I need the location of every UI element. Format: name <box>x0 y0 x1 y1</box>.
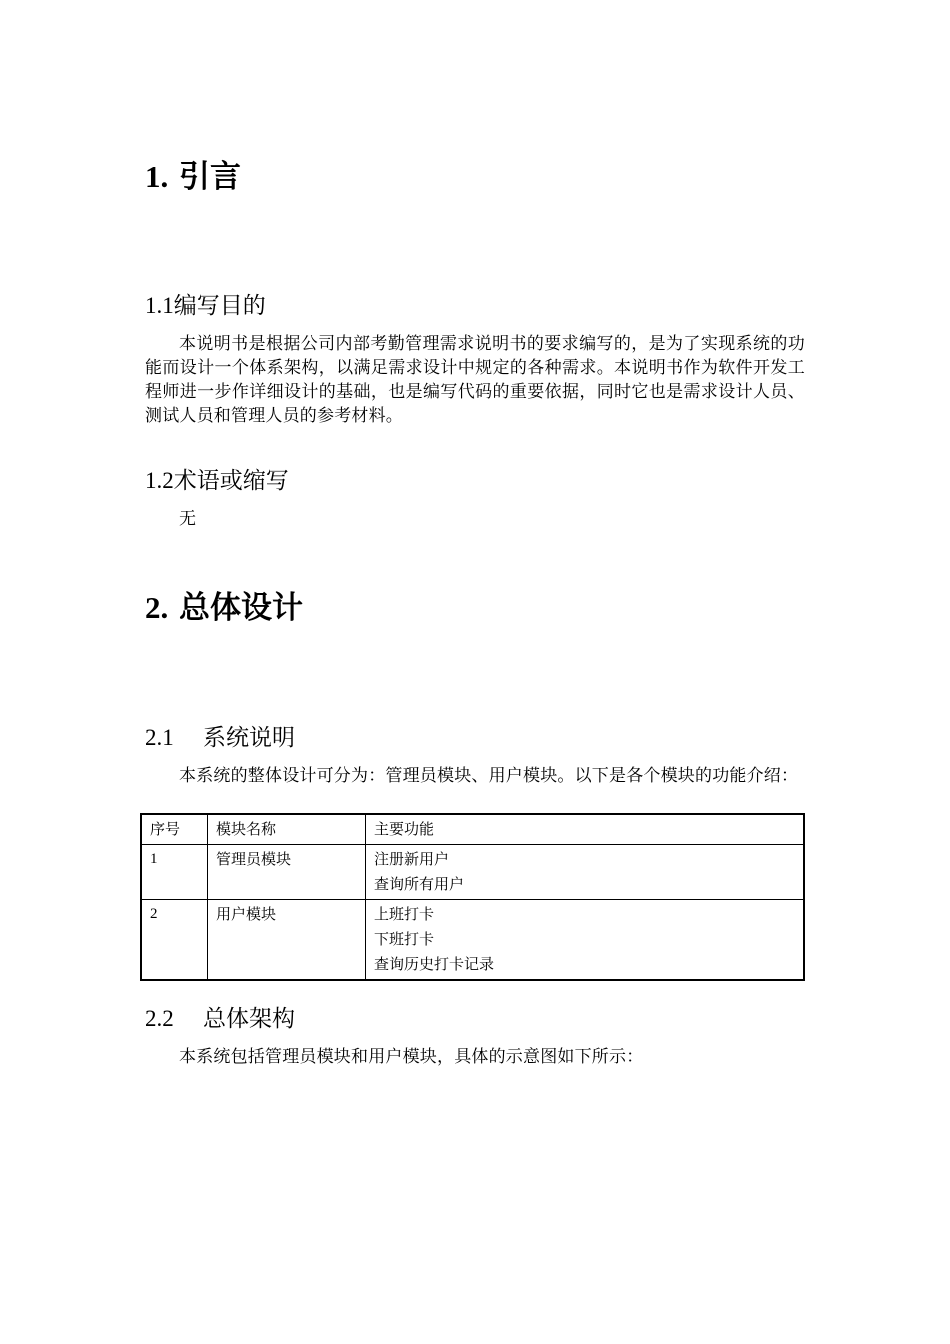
column-header-name: 模块名称 <box>208 814 366 845</box>
module-name: 用户模块 <box>208 900 366 981</box>
paragraph-architecture: 本系统包括管理员模块和用户模块，具体的示意图如下所示： <box>179 1047 644 1067</box>
subsection-heading-2-2 <box>145 1004 295 1034</box>
subsection-number: 2.1 <box>145 725 174 750</box>
paragraph-terms: 无 <box>179 509 197 529</box>
section-title: 总体设计 <box>179 590 304 626</box>
module-id: 1 <box>141 845 208 900</box>
section-number: 2. <box>145 590 169 625</box>
paragraph-purpose: 本说明书是根据公司内部考勤管理需求说明书的要求编写的，是为了实现系统的功能而设计一个体系架构，以满足需求设计中规定的各种需求。本说明书作为软件开发工程师进一步作详细设计的基础，也是编写代码的重要依据，同时它也是需求设计人员、测试人员和管理人员的参考材料。 <box>145 334 805 426</box>
module-name: 管理员模块 <box>208 845 366 900</box>
section-heading-1 <box>145 157 241 197</box>
table-row <box>141 900 804 981</box>
paragraph-system-description: 本系统的整体设计可分为：管理员模块、用户模块。以下是各个模块的功能介绍： <box>179 766 799 786</box>
function-item: 注册新用户 <box>374 850 450 868</box>
section-heading-2 <box>145 588 303 628</box>
subsection-title: 编写目的 <box>173 293 266 319</box>
section-number: 1. <box>145 159 169 194</box>
subsection-heading-1-2 <box>145 466 289 496</box>
subsection-number: 1.2 <box>145 468 174 493</box>
function-item: 上班打卡 <box>374 905 435 923</box>
module-id: 2 <box>141 900 208 981</box>
module-functions <box>366 900 805 981</box>
subsection-number: 1.1 <box>145 293 174 318</box>
subsection-title: 术语或缩写 <box>173 468 289 494</box>
subsection-title: 系统说明 <box>203 725 295 751</box>
function-item: 下班打卡 <box>374 930 435 948</box>
table-row <box>141 845 804 900</box>
section-title: 引言 <box>179 159 242 195</box>
function-item: 查询所有用户 <box>374 875 465 893</box>
function-item: 查询历史打卡记录 <box>374 955 495 973</box>
subsection-number: 2.2 <box>145 1006 174 1031</box>
column-header-functions: 主要功能 <box>366 814 805 845</box>
column-header-id: 序号 <box>141 814 208 845</box>
module-table <box>140 813 805 981</box>
subsection-heading-1-1 <box>145 291 266 321</box>
module-functions <box>366 845 805 900</box>
subsection-title: 总体架构 <box>203 1006 295 1032</box>
subsection-heading-2-1 <box>145 723 295 753</box>
table-header-row <box>141 814 804 845</box>
